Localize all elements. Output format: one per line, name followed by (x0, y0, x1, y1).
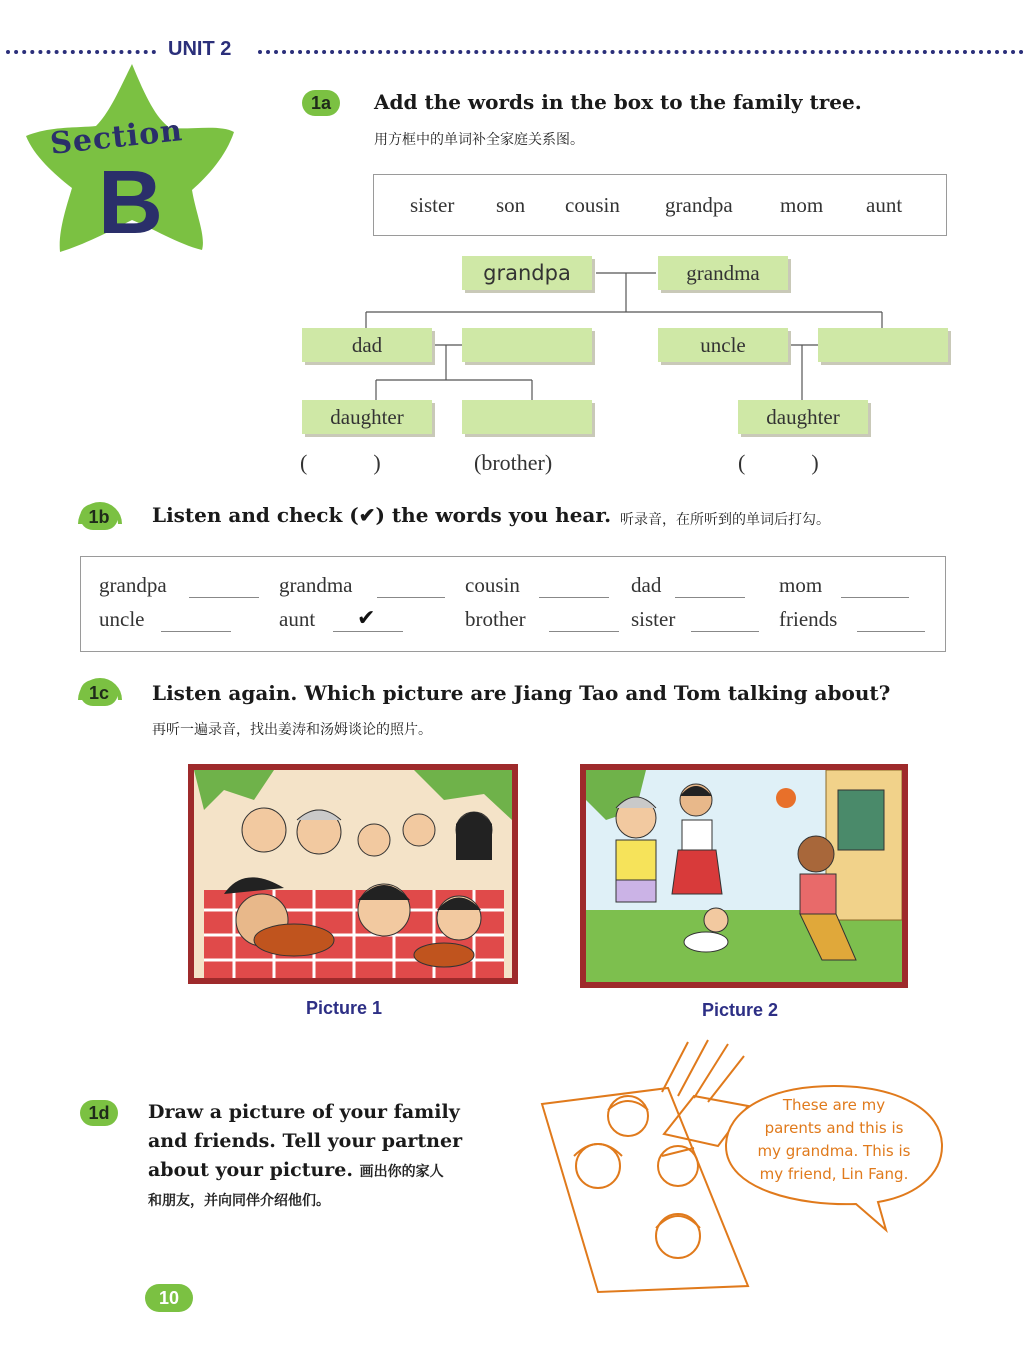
bubble-line: my grandma. This is (757, 1142, 911, 1160)
tree-node-uncle: uncle (658, 328, 788, 362)
exercise-1b-title: Listen and check (✔) the words you hear. (152, 503, 612, 527)
exercise-1d-line2: and friends. Tell your partner (148, 1130, 463, 1152)
answer-blank[interactable] (675, 597, 745, 598)
answer-blank[interactable] (333, 631, 403, 632)
check-mark-icon: ✔ (357, 605, 376, 630)
tree-node-daughter: daughter (302, 400, 432, 434)
listen-word: sister (631, 607, 676, 631)
tree-node-mother-blank[interactable] (462, 328, 592, 362)
exercise-badge-1d: 1d (80, 1100, 118, 1126)
answer-blank[interactable] (691, 631, 759, 632)
tree-paren-brother: (brother) (474, 450, 553, 475)
picture-2-caption: Picture 2 (702, 1000, 779, 1020)
listen-word: grandma (279, 573, 353, 597)
listen-check-box (80, 556, 946, 652)
answer-blank[interactable] (377, 597, 445, 598)
listen-word: cousin (465, 573, 520, 597)
answer-blank[interactable] (841, 597, 909, 598)
exercise-1d-line1: Draw a picture of your family (148, 1101, 460, 1123)
family-tree-lines (290, 250, 960, 480)
exercise-1d-instructions (148, 1098, 498, 1216)
picture-1[interactable] (188, 764, 518, 984)
exercise-1d-line3-row (148, 1156, 498, 1187)
family-yard-illustration (586, 770, 902, 982)
answer-blank[interactable] (189, 597, 259, 598)
picture-1-caption: Picture 1 (306, 998, 383, 1018)
bubble-line: parents and this is (764, 1119, 904, 1137)
word-box-item: son (496, 193, 526, 217)
exercise-1d-line3: about your picture. (148, 1159, 354, 1181)
tree-node-dad: dad (302, 328, 432, 362)
section-word: Section (48, 113, 185, 162)
exercise-badge-1c: 1c (80, 680, 118, 706)
section-letter: B (98, 153, 163, 253)
speech-bubble (718, 1080, 950, 1238)
picture-2[interactable] (580, 764, 908, 988)
exercise-1d-line3-cn: 画出你的家人 (359, 1164, 444, 1180)
tree-node-son-blank[interactable] (462, 400, 592, 434)
listen-word: grandpa (99, 573, 167, 597)
word-box (373, 174, 947, 236)
speech-bubble-text (728, 1094, 940, 1186)
listen-word: mom (779, 573, 823, 597)
answer-blank[interactable] (857, 631, 925, 632)
dotted-rule-left (6, 50, 156, 54)
tree-node-grandma: grandma (658, 256, 788, 290)
word-box-item: cousin (565, 193, 620, 217)
bubble-line: my friend, Lin Fang. (759, 1165, 909, 1183)
exercise-1b-subtitle: 听录音，在所听到的单词后打勾。 (620, 512, 830, 528)
tree-node-aunt-blank[interactable] (818, 328, 948, 362)
exercise-1a-title: Add the words in the box to the family tree. (374, 90, 862, 114)
listen-word: aunt (279, 607, 316, 631)
answer-blank[interactable] (549, 631, 619, 632)
exercise-badge-1b: 1b (80, 504, 118, 530)
word-box-item: sister (410, 193, 455, 217)
exercise-1c-subtitle: 再听一遍录音，找出姜涛和汤姆谈论的照片。 (152, 722, 432, 738)
exercise-1c-title: Listen again. Which picture are Jiang Tao and Tom talking about? (152, 681, 891, 705)
page-number: 10 (145, 1284, 193, 1312)
exercise-1a-subtitle: 用方框中的单词补全家庭关系图。 (374, 132, 584, 148)
tree-paren-1: ( ) (300, 450, 381, 475)
unit-label: UNIT 2 (168, 38, 232, 60)
dotted-rule-right (258, 50, 1024, 54)
listen-word: brother (465, 607, 526, 631)
answer-blank[interactable] (161, 631, 231, 632)
tree-node-cousin-daughter: daughter (738, 400, 868, 434)
bubble-line: These are my (782, 1096, 886, 1114)
word-box-item: mom (780, 193, 824, 217)
answer-blank[interactable] (539, 597, 609, 598)
tree-node-grandpa: grandpa (462, 256, 592, 290)
word-box-item: grandpa (665, 193, 733, 217)
listen-word: friends (779, 607, 838, 631)
exercise-1d-line4-cn: 和朋友，并向同伴介绍他们。 (148, 1193, 330, 1209)
listen-word: uncle (99, 607, 145, 631)
exercise-badge-1a: 1a (302, 90, 340, 116)
section-star (20, 58, 240, 258)
family-dinner-illustration (194, 770, 512, 978)
tree-paren-3: ( ) (738, 450, 819, 475)
listen-word: dad (631, 573, 662, 597)
word-box-item: aunt (866, 193, 903, 217)
